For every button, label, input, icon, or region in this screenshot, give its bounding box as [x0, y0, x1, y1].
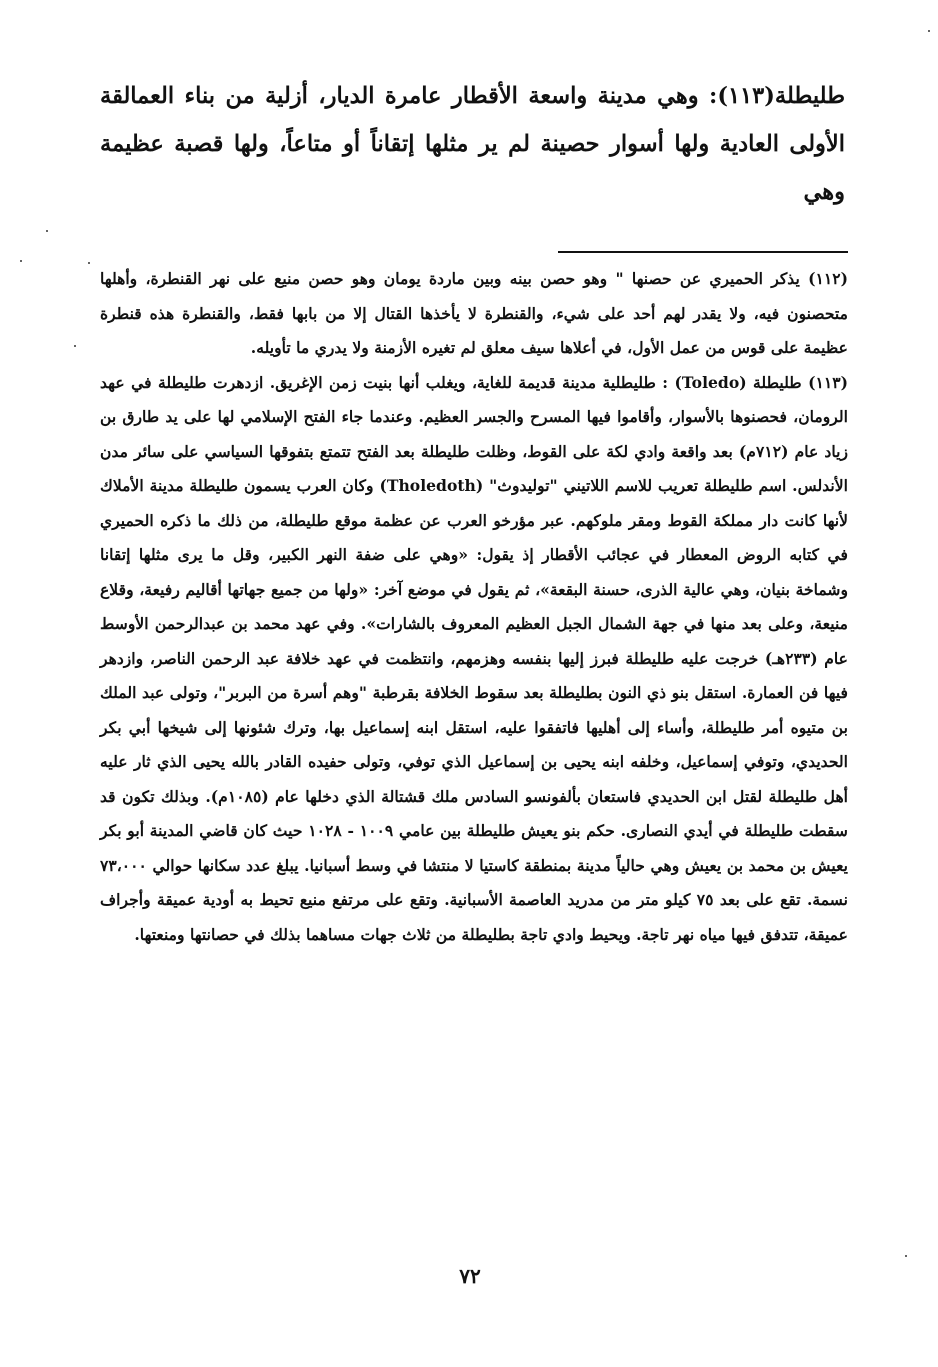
- scan-speck: [20, 260, 22, 262]
- scan-speck: [928, 30, 930, 32]
- footnote-113: (١١٣) طليطلة (Toledo) : طليطلية مدينة قديمة للغاية، ويغلب أنها بنيت زمن الإغريق. ازدهرت طليطلة في عهد الرومان، فحصنوها بالأسوار، وأقاموا فيها المسرح والجسر العظيم. وعندما جاء الفتح الإسلامي لها على يد طارق بن زياد عام (٧١٢م) بعد واقعة وادي لكة على القوط، وظلت طليطلة بعد الفتح تتمتع بتفوقها السياسي على سائر مدن الأندلس. اسم طليطلة تعريب للاسم اللاتيني "توليدوث" (Tholedoth) وكان العرب يسمون طليطلة مدينة الأملاك لأنها كانت دار مملكة القوط ومقر ملوكهم. عبر مؤرخو العرب عن عظمة موقع طليطلة، من ذلك ما ذكره الحميري في كتابه الروض المعطار في عجائب الأقطار إذ يقول: «وهي على ضفة النهر الكبير، وقل ما يرى مثلها إتقانا وشماخة بنيان، وهي عالية الذرى، حسنة البقعة»، ثم يقول في موضع آخر: «ولها من جميع جهاتها أقاليم رفيعة، وقلاع منيعة، وعلى بعد منها في جهة الشمال الجبل العظيم المعروف بالشارات». وفي عهد محمد بن عبدالرحمن الأوسط عام (٢٣٣هـ) خرجت عليه طليطلة فبرز إليها بنفسه وهزمهم، وانتظمت في عهد خلافة عبد الرحمن الناصر، وازدهر فيها فن العمارة. استقل بنو ذي النون بطليطلة بعد سقوط الخلافة بقرطبة "وهم أسرة من البربر"، وتولى عبد الملك بن متيوه أمر طليطلة، وأساء إلى أهليها فاتفقوا عليه، استقل ابنه إسماعيل بها، وترك شئونها إلى شيخها أبي بكر الحديدي، وتوفي إسماعيل، وخلفه ابنه يحيى بن إسماعيل الذي توفي، وتولى حفيده القادر بالله يحيى الذي ثار عليه أهل طليطلة لقتل ابن الحديدي فاستعان بألفونسو السادس ملك قشتالة الذي دخلها عام (١٠٨٥م). وبذلك تكون قد سقطت طليطلة في أيدي النصارى. حكم بنو يعيش طليطلة بين عامي ١٠٠٩ - ١٠٢٨ حيث كان قاضي المدينة أبو بكر يعيش بن محمد بن يعيش وهي حالياً مدينة بمنطقة كاستيا لا منتشا في وسط أسبانيا. يبلغ عدد سكانها حوالي ٧٣،٠٠٠ نسمة. تقع على بعد ٧٥ كيلو متر من مدريد العاصمة الأسبانية. وتقع على مرتفع منيع تحيط به أودية عميقة وأجراف عميقة، تتدفق فيها مياه نهر تاجة. ويحيط وادي تاجة بطليطلة من ثلاث جهات مساهما بذلك في حصانتها ومنعتها.: [100, 372, 849, 944]
- footnotes-section: [100, 262, 848, 952]
- main-paragraph: [100, 72, 845, 216]
- paragraph-heading: طليطلة(١١٣):: [709, 83, 845, 109]
- scan-speck: [88, 262, 90, 264]
- footnote-112: (١١٢) يذكر الحميري عن حصنها " وهو حصن بينه وبين ماردة يومان وهو حصن منيع على نهر القنطرة، وأهلها متحصنون فيه، ولا يقدر لهم أحد على شيء، والقنطرة لا يأخذها القتال إلا من بابها فقط، والقنطرة هذه قنطرة عظيمة على قوس من عمل الأول، في أعلاها سيف معلق لم تغيره الأزمنة ولا يدري ما تأويله.: [100, 269, 848, 357]
- footnote-separator: [558, 251, 848, 253]
- paragraph-body: وهي مدينة واسعة الأقطار عامرة الديار، أزلية من بناء العمالقة الأولى العادية ولها أسوار حصينة لم ير مثلها إتقاناً أو متاعاً، ولها قصبة عظيمة وهي: [100, 83, 845, 205]
- scan-speck: [905, 1255, 907, 1257]
- scan-speck: [46, 230, 48, 232]
- page-number: ٧٢: [459, 1264, 481, 1288]
- scan-speck: [74, 345, 76, 347]
